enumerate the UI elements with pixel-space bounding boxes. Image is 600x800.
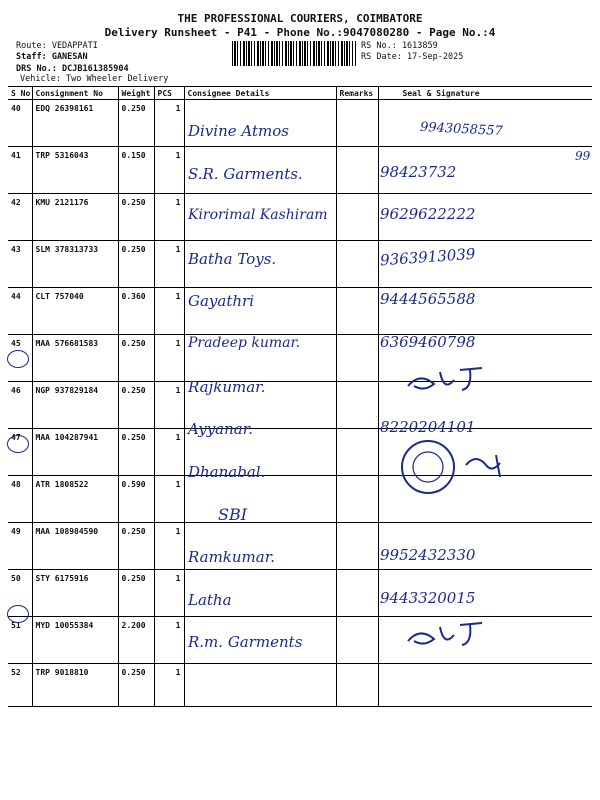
consignee-handwritten: Latha [188, 590, 232, 609]
remarks-cell [336, 570, 378, 617]
consignee-handwritten: Ramkumar. [188, 548, 276, 566]
cell-weight: 0.360 [118, 288, 154, 335]
remarks-cell [336, 335, 378, 382]
cell-sno: 48 [8, 476, 32, 523]
cell-consignment: TRP 5316043 [32, 147, 118, 194]
consignee-handwritten: Rajkumar. [188, 377, 266, 396]
cell-pcs: 1 [154, 288, 184, 335]
remarks-cell [336, 147, 378, 194]
cell-consignment: MAA 104287941 [32, 429, 118, 476]
consignee-handwritten: Dhanabal. [188, 462, 266, 481]
table-row [8, 570, 592, 617]
consignee-handwritten: Divine Atmos [188, 122, 289, 140]
col-consignment: Consignment No [32, 87, 118, 100]
signature-phone: 8220204101 [380, 418, 476, 437]
cell-consignment: MAA 108984590 [32, 523, 118, 570]
cell-sno: 42 [8, 194, 32, 241]
cell-consignment: MYD 10055384 [32, 617, 118, 664]
col-seal: Seal & Signature [378, 87, 592, 100]
remarks-cell [336, 194, 378, 241]
signature-phone: 9952432330 [380, 546, 476, 564]
barcode [232, 41, 356, 66]
consignee-handwritten: Batha Toys. [188, 249, 277, 268]
col-weight: Weight [118, 87, 154, 100]
cell-consignment: NGP 937829184 [32, 382, 118, 429]
cell-consignment: SLM 378313733 [32, 241, 118, 288]
cell-weight: 0.150 [118, 147, 154, 194]
signature-phone: 9363913039 [379, 244, 476, 270]
remarks-cell [336, 241, 378, 288]
remarks-cell [336, 664, 378, 707]
cell-weight: 0.250 [118, 194, 154, 241]
cell-weight: 0.250 [118, 100, 154, 147]
cell-pcs: 1 [154, 335, 184, 382]
signature-scribble-icon [400, 366, 540, 396]
cell-pcs: 1 [154, 100, 184, 147]
cell-pcs: 1 [154, 617, 184, 664]
cell-weight: 0.250 [118, 241, 154, 288]
cell-pcs: 1 [154, 570, 184, 617]
remarks-cell [336, 382, 378, 429]
col-remarks: Remarks [336, 87, 378, 100]
col-consignee: Consignee Details [184, 87, 336, 100]
remarks-cell [336, 476, 378, 523]
table-row [8, 100, 592, 147]
cell-sno: 41 [8, 147, 32, 194]
cell-weight: 0.250 [118, 382, 154, 429]
signature-phone: 9629622222 [380, 205, 476, 224]
cell-sno: 52 [8, 664, 32, 707]
consignee-handwritten: Kirorimal Kashiram [188, 207, 328, 224]
cell-sno: 40 [8, 100, 32, 147]
table-row [8, 241, 592, 288]
cell-sno: 49 [8, 523, 32, 570]
company-title: THE PROFESSIONAL COURIERS, COIMBATORE [177, 12, 423, 25]
cell-sno: 46 [8, 382, 32, 429]
remarks-cell [336, 100, 378, 147]
serial-circle-mark [7, 350, 29, 368]
consignee-handwritten: SBI [218, 505, 248, 525]
runsheet-title: Delivery Runsheet - P41 - Phone No.:9047080280 - Page No.:4 [104, 26, 496, 39]
table-row [8, 664, 592, 707]
cell-pcs: 1 [154, 429, 184, 476]
rs-number: RS No.: 1613859 [361, 41, 438, 51]
cell-sno: 50 [8, 570, 32, 617]
cell-weight: 0.250 [118, 429, 154, 476]
signature-phone: 6369460798 [380, 333, 476, 351]
signature-cell [378, 664, 592, 707]
col-pcs: PCS [154, 87, 184, 100]
remarks-cell [336, 288, 378, 335]
remarks-cell [336, 523, 378, 570]
cell-pcs: 1 [154, 523, 184, 570]
table-header [8, 87, 592, 100]
cell-consignment: TRP 9018810 [32, 664, 118, 707]
cell-sno: 45 [8, 335, 32, 382]
signature-phone: 98423732 [380, 162, 457, 181]
cell-sno: 43 [8, 241, 32, 288]
cell-weight: 0.250 [118, 570, 154, 617]
consignee-handwritten: Gayathri [188, 292, 254, 311]
col-sno: S No [8, 87, 32, 100]
cell-consignment: MAA 576681583 [32, 335, 118, 382]
route-label: Route: VEDAPPATI [16, 41, 98, 51]
seal-stamp-icon [396, 437, 536, 497]
signature-phone: 9444565588 [380, 290, 476, 309]
cell-pcs: 1 [154, 664, 184, 707]
cell-consignment: STY 6175916 [32, 570, 118, 617]
cell-weight: 0.590 [118, 476, 154, 523]
consignee-handwritten: Pradeep kumar. [188, 335, 301, 351]
remarks-cell [336, 429, 378, 476]
staff-label: Staff: GANESAN [16, 52, 88, 62]
rs-date: RS Date: 17-Sep-2025 [361, 52, 464, 62]
consignee-handwritten: R.m. Garments [188, 633, 303, 652]
cell-sno: 47 [8, 429, 32, 476]
cell-pcs: 1 [154, 147, 184, 194]
cell-sno: 44 [8, 288, 32, 335]
cell-consignment: ATR 1808522 [32, 476, 118, 523]
signature-phone: 9443320015 [380, 588, 476, 607]
cell-weight: 2.200 [118, 617, 154, 664]
drs-number: DRS No.: DCJB161385904 [16, 64, 129, 74]
cell-consignment: CLT 757040 [32, 288, 118, 335]
cell-sno: 51 [8, 617, 32, 664]
consignee-cell [184, 664, 336, 707]
serial-circle-mark [7, 435, 29, 453]
cell-pcs: 1 [154, 194, 184, 241]
cell-weight: 0.250 [118, 335, 154, 382]
table-row [8, 288, 592, 335]
cell-pcs: 1 [154, 476, 184, 523]
cell-consignment: EDQ 26398161 [32, 100, 118, 147]
cell-weight: 0.250 [118, 664, 154, 707]
table-row [8, 523, 592, 570]
remarks-cell [336, 617, 378, 664]
cell-consignment: KMU 2121176 [32, 194, 118, 241]
cell-pcs: 1 [154, 241, 184, 288]
consignee-handwritten: Ayyanar. [188, 420, 254, 439]
signature-phone: 9943058557 [419, 119, 504, 140]
signature-scribble-icon [400, 621, 540, 651]
cell-weight: 0.250 [118, 523, 154, 570]
cell-pcs: 1 [154, 382, 184, 429]
consignee-handwritten: S.R. Garments. [188, 164, 303, 183]
vehicle-label: Vehicle: Two Wheeler Delivery [20, 74, 169, 84]
signature-extra: 99 [575, 148, 591, 163]
consignee-cell [184, 476, 336, 523]
